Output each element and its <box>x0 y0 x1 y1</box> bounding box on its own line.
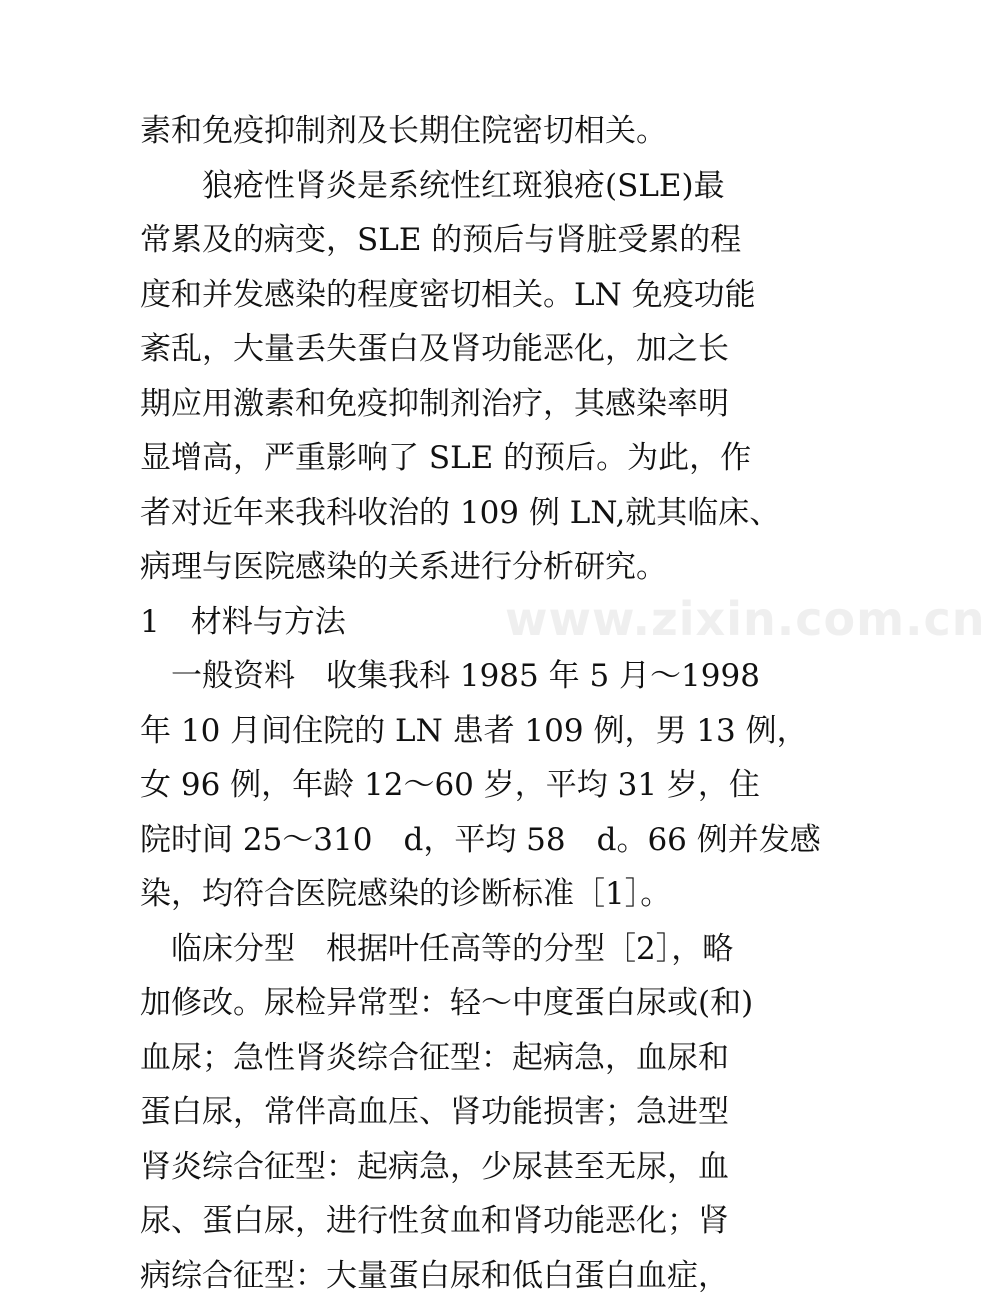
text-line: 尿、蛋白尿，进行性贫血和肾功能恶化；肾 <box>140 1194 800 1249</box>
text-line: 肾炎综合征型：起病急，少尿甚至无尿，血 <box>140 1140 800 1195</box>
text-line: 狼疮性肾炎是系统性红斑狼疮(SLE)最 <box>140 159 800 214</box>
text-line: 血尿；急性肾炎综合征型：起病急，血尿和 <box>140 1031 800 1086</box>
text-line: 度和并发感染的程度密切相关。LN 免疫功能 <box>140 268 800 323</box>
text-line: 年 10 月间住院的 LN 患者 109 例，男 13 例， <box>140 704 800 759</box>
text-line: 素和免疫抑制剂及长期住院密切相关。 <box>140 104 800 159</box>
text-line: 加修改。尿检异常型：轻～中度蛋白尿或(和) <box>140 976 800 1031</box>
text-line: 显增高，严重影响了 SLE 的预后。为此，作 <box>140 431 800 486</box>
text-line: 染，均符合医院感染的诊断标准［1］。 <box>140 867 800 922</box>
text-line: 病综合征型：大量蛋白尿和低白蛋白血症， <box>140 1249 800 1303</box>
text-line: 临床分型 根据叶任高等的分型［2］，略 <box>140 922 800 977</box>
text-line: 紊乱，大量丢失蛋白及肾功能恶化，加之长 <box>140 322 800 377</box>
text-line: 期应用激素和免疫抑制剂治疗，其感染率明 <box>140 377 800 432</box>
text-line: 蛋白尿，常伴高血压、肾功能损害；急进型 <box>140 1085 800 1140</box>
text-line: 者对近年来我科收治的 109 例 LN,就其临床、 <box>140 486 800 541</box>
body-text <box>140 104 800 1303</box>
text-line: 常累及的病变，SLE 的预后与肾脏受累的程 <box>140 213 800 268</box>
section-heading: 1 材料与方法 <box>140 595 800 650</box>
text-line: 女 96 例，年龄 12～60 岁，平均 31 岁，住 <box>140 758 800 813</box>
text-line: 病理与医院感染的关系进行分析研究。 <box>140 540 800 595</box>
text-line: 一般资料 收集我科 1985 年 5 月～1998 <box>140 649 800 704</box>
watermark: www.zixin.com.cn <box>505 592 986 646</box>
text-line: 院时间 25～310 d，平均 58 d。66 例并发感 <box>140 813 800 868</box>
